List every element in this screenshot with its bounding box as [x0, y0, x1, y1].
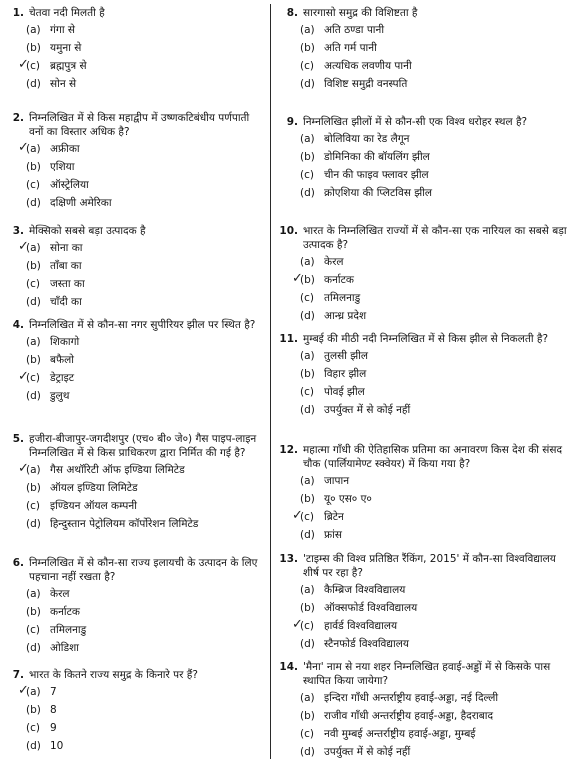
- option-label: (b): [300, 710, 315, 722]
- option-text: अति ठण्डा पानी: [324, 24, 385, 36]
- option-label: (c): [300, 169, 314, 181]
- question-text: सारगासो समुद्र की विशिष्टता है: [303, 7, 418, 19]
- answer-option[interactable]: [4, 389, 266, 404]
- question-number: 6.: [12, 557, 24, 569]
- answer-option[interactable]: [4, 371, 266, 386]
- question-number: 9.: [286, 116, 298, 128]
- question-header: [278, 443, 574, 471]
- answer-option[interactable]: [278, 691, 574, 706]
- option-label: (b): [26, 161, 41, 173]
- question: [4, 668, 266, 754]
- option-label: (c): [26, 722, 40, 734]
- question: [278, 6, 574, 92]
- answer-option[interactable]: [4, 481, 266, 496]
- question-text: भारत के कितने राज्य समुद्र के किनारे पर हैं?: [29, 669, 198, 681]
- question-number: 4.: [12, 319, 24, 331]
- answer-option[interactable]: [278, 150, 574, 165]
- question: [4, 111, 266, 211]
- option-label: (c): [300, 620, 314, 632]
- check-mark-icon: ✓: [292, 271, 303, 286]
- option-text: हार्वर्ड विश्वविद्यालय: [324, 620, 398, 632]
- question-header: [4, 432, 266, 460]
- check-mark-icon: ✓: [292, 508, 303, 523]
- question-text: 'मैना' नाम से नया शहर निम्नलिखित हवाई-अड्डों में से किसके पास स्थापित किया जायेगा?: [303, 661, 551, 687]
- option-label: (c): [300, 728, 314, 740]
- option-label: (a): [26, 24, 41, 36]
- question-header: [4, 111, 266, 139]
- answer-option[interactable]: [278, 637, 574, 652]
- question-number: 1.: [12, 7, 24, 19]
- answer-option[interactable]: [4, 259, 266, 274]
- option-text: ऑक्सफोर्ड विश्वविद्यालय: [324, 602, 418, 614]
- option-text: ब्रिटेन: [324, 511, 344, 523]
- option-label: (a): [300, 133, 315, 145]
- column-divider: [270, 4, 271, 759]
- question-number: 11.: [279, 333, 298, 345]
- answer-option[interactable]: [4, 241, 266, 256]
- option-text: केरल: [324, 256, 344, 268]
- question-header: [278, 224, 574, 252]
- answer-option[interactable]: [4, 178, 266, 193]
- option-text: शिकागो: [50, 336, 80, 348]
- option-text: फ्रांस: [324, 529, 342, 541]
- answer-option[interactable]: [278, 59, 574, 74]
- question-header: [4, 6, 266, 20]
- option-text: एशिया: [50, 161, 75, 173]
- option-label: (a): [26, 588, 41, 600]
- answer-option[interactable]: [278, 510, 574, 525]
- option-text: बोलिविया का रेड लैगून: [324, 133, 410, 145]
- option-label: (b): [300, 274, 315, 286]
- option-text: अत्यधिक लवणीय पानी: [324, 60, 412, 72]
- answer-option[interactable]: [278, 132, 574, 147]
- answer-option[interactable]: [278, 727, 574, 742]
- question: [4, 6, 266, 92]
- option-text: 8: [50, 704, 57, 716]
- option-label: (c): [300, 292, 314, 304]
- option-text: 10: [50, 740, 64, 752]
- answer-option[interactable]: [4, 59, 266, 74]
- answer-option[interactable]: [4, 196, 266, 211]
- check-mark-icon: ✓: [18, 140, 29, 155]
- option-text: तमिलनाडु: [324, 292, 361, 304]
- question-number: 7.: [12, 669, 24, 681]
- question: [278, 115, 574, 201]
- option-text: जस्ता का: [50, 278, 85, 290]
- option-text: नवी मुम्बई अन्तर्राष्ट्रीय हवाई-अड्डा, मुम्बई: [324, 728, 476, 740]
- option-label: (d): [26, 740, 41, 752]
- answer-option[interactable]: [4, 353, 266, 368]
- check-mark-icon: ✓: [292, 617, 303, 632]
- answer-option[interactable]: [278, 41, 574, 56]
- option-label: (b): [26, 704, 41, 716]
- option-label: (d): [300, 78, 315, 90]
- question: [278, 660, 574, 760]
- option-label: (d): [300, 404, 315, 416]
- check-mark-icon: ✓: [18, 57, 29, 72]
- question-text: मेक्सिको सबसे बड़ा उत्पादक है: [29, 225, 146, 237]
- option-text: अति गर्म पानी: [324, 42, 377, 54]
- option-text: ताँबा का: [50, 260, 82, 272]
- question: [278, 224, 574, 324]
- option-label: (c): [300, 386, 314, 398]
- option-text: उपर्युक्त में से कोई नहीं: [324, 404, 411, 416]
- answer-option[interactable]: [4, 463, 266, 478]
- option-label: (d): [300, 529, 315, 541]
- answer-option[interactable]: [278, 601, 574, 616]
- question-text: 'टाइम्स की विश्व प्रतिष्ठित रैंकिंग, 2015' में कौन-सा विश्वविद्यालय शीर्ष पर रहा है?: [303, 553, 556, 579]
- option-label: (a): [300, 24, 315, 36]
- option-label: (c): [300, 511, 314, 523]
- answer-option[interactable]: [4, 703, 266, 718]
- option-label: (d): [300, 746, 315, 758]
- option-label: (d): [26, 518, 41, 530]
- option-text: चीन की फाइव फ्लावर झील: [324, 169, 429, 181]
- answer-option[interactable]: [4, 721, 266, 736]
- option-label: (b): [300, 602, 315, 614]
- option-text: कर्नाटक: [324, 274, 354, 286]
- answer-option[interactable]: [278, 168, 574, 183]
- question-number: 8.: [286, 7, 298, 19]
- answer-option[interactable]: [278, 745, 574, 760]
- answer-option[interactable]: [4, 77, 266, 92]
- question-text: निम्नलिखित में से कौन-सा राज्य इलायची के उत्पादन के लिए पहचाना नहीं रखता है?: [29, 557, 258, 583]
- answer-option[interactable]: [278, 403, 574, 418]
- option-text: कैम्ब्रिज विश्वविद्यालय: [324, 584, 406, 596]
- option-text: यमुना से: [50, 42, 82, 54]
- answer-option[interactable]: [4, 295, 266, 310]
- question-number: 14.: [279, 661, 298, 673]
- question-text: महात्मा गाँधी की ऐतिहासिक प्रतिमा का अनावरण किस देश की संसद चौक (पार्लियामेण्ट स्क्वेयर) में किया गया है?: [303, 444, 563, 470]
- option-text: विहार झील: [324, 368, 367, 380]
- option-text: डुलुथ: [50, 390, 70, 402]
- option-label: (c): [26, 278, 40, 290]
- option-label: (d): [26, 197, 41, 209]
- question: [4, 318, 266, 404]
- option-label: (a): [300, 475, 315, 487]
- answer-option[interactable]: [4, 739, 266, 754]
- option-text: अफ्रीका: [50, 143, 80, 155]
- question-number: 12.: [279, 444, 298, 456]
- option-text: इण्डियन ऑयल कम्पनी: [50, 500, 137, 512]
- answer-option[interactable]: [4, 41, 266, 56]
- answer-option[interactable]: [4, 160, 266, 175]
- question-number: 2.: [12, 112, 24, 124]
- question: [4, 432, 266, 532]
- question-header: [4, 318, 266, 332]
- question-text: निम्नलिखित में से कौन-सा नगर सुपीरियर झील पर स्थित है?: [29, 319, 256, 331]
- question-number: 13.: [279, 553, 298, 565]
- answer-option[interactable]: [278, 619, 574, 634]
- question-text: निम्नलिखित झीलों में से कौन-सी एक विश्व धरोहर स्थल है?: [303, 116, 528, 128]
- answer-option[interactable]: [4, 587, 266, 602]
- question-number: 5.: [12, 433, 24, 445]
- option-text: कर्नाटक: [50, 606, 80, 618]
- option-label: (a): [300, 256, 315, 268]
- option-text: इन्दिरा गाँधी अन्तर्राष्ट्रीय हवाई-अड्डा, नई दिल्ली: [324, 692, 499, 704]
- option-text: क्रोएशिया की प्लिटविस झील: [324, 187, 433, 199]
- option-label: (b): [26, 482, 41, 494]
- option-label: (b): [26, 42, 41, 54]
- question-header: [4, 224, 266, 238]
- option-text: ऑस्ट्रेलिया: [50, 179, 89, 191]
- answer-option[interactable]: [4, 277, 266, 292]
- answer-option[interactable]: [4, 499, 266, 514]
- answer-option[interactable]: [278, 291, 574, 306]
- answer-option[interactable]: [278, 255, 574, 270]
- answer-option[interactable]: [4, 685, 266, 700]
- question-header: [278, 115, 574, 129]
- option-text: जापान: [324, 475, 350, 487]
- option-label: (d): [26, 390, 41, 402]
- option-text: तमिलनाडु: [50, 624, 87, 636]
- option-label: (b): [300, 493, 315, 505]
- option-text: केरल: [50, 588, 70, 600]
- option-text: बफैलो: [50, 354, 74, 366]
- question: [278, 332, 574, 418]
- option-text: डेट्राइट: [50, 372, 75, 384]
- option-label: (c): [300, 60, 314, 72]
- option-text: राजीव गाँधी अन्तर्राष्ट्रीय हवाई-अड्डा, हैदराबाद: [324, 710, 494, 722]
- option-text: विशिष्ट समुद्री वनस्पति: [324, 78, 408, 90]
- question-number: 10.: [279, 225, 298, 237]
- option-label: (a): [300, 692, 315, 704]
- option-label: (a): [300, 350, 315, 362]
- option-label: (b): [300, 368, 315, 380]
- answer-option[interactable]: [278, 186, 574, 201]
- answer-option[interactable]: [278, 23, 574, 38]
- option-text: तुलसी झील: [324, 350, 369, 362]
- answer-option[interactable]: [278, 709, 574, 724]
- option-label: (c): [26, 624, 40, 636]
- answer-option[interactable]: [4, 623, 266, 638]
- question-header: [278, 6, 574, 20]
- option-label: (d): [300, 187, 315, 199]
- option-text: गंगा से: [50, 24, 75, 36]
- option-label: (b): [26, 260, 41, 272]
- answer-option[interactable]: [4, 641, 266, 656]
- question-number: 3.: [12, 225, 24, 237]
- question-text: चेतवा नदी मिलती है: [29, 7, 105, 19]
- check-mark-icon: ✓: [18, 683, 29, 698]
- option-label: (a): [26, 336, 41, 348]
- answer-option[interactable]: [278, 385, 574, 400]
- question-text: निम्नलिखित में से किस महाद्वीप में उष्णकटिबंधीय पर्णपाती वनों का विस्तार अधिक है?: [29, 112, 250, 138]
- answer-option[interactable]: [4, 142, 266, 157]
- question: [278, 443, 574, 543]
- option-label: (a): [26, 242, 41, 254]
- option-label: (a): [26, 143, 41, 155]
- question: [4, 556, 266, 656]
- question-text: मुम्बई की मीठी नदी निम्नलिखित में से किस झील से निकलती है?: [303, 333, 549, 345]
- answer-option[interactable]: [278, 367, 574, 382]
- option-label: (d): [26, 642, 41, 654]
- answer-option[interactable]: [278, 349, 574, 364]
- option-text: स्टैनफोर्ड विश्वविद्यालय: [324, 638, 409, 650]
- question-header: [4, 668, 266, 682]
- question-header: [4, 556, 266, 584]
- option-label: (d): [26, 296, 41, 308]
- option-label: (c): [26, 372, 40, 384]
- option-text: पोवई झील: [324, 386, 365, 398]
- question-header: [278, 332, 574, 346]
- question-header: [278, 552, 574, 580]
- option-label: (d): [300, 638, 315, 650]
- answer-option[interactable]: [4, 517, 266, 532]
- option-label: (c): [26, 179, 40, 191]
- question-text: भारत के निम्नलिखित राज्यों में से कौन-सा एक नारियल का सबसे बड़ा उत्पादक है?: [303, 225, 567, 251]
- answer-option[interactable]: [278, 583, 574, 598]
- option-text: 7: [50, 686, 57, 698]
- option-text: ब्रह्मपुत्र से: [50, 60, 87, 72]
- option-text: डोमिनिका की बॉयलिंग झील: [324, 151, 430, 163]
- answer-option[interactable]: [278, 273, 574, 288]
- option-text: उपर्युक्त में से कोई नहीं: [324, 746, 411, 758]
- answer-option[interactable]: [278, 528, 574, 543]
- question-text: हजीरा-बीजापुर-जगदीशपुर (एच० बी० जे०) गैस पाइप-लाइन निम्नलिखित में से किस प्राधिकरण द्वारा निर्मित की गई है?: [29, 433, 257, 459]
- check-mark-icon: ✓: [18, 461, 29, 476]
- question-header: [278, 660, 574, 688]
- option-label: (c): [26, 500, 40, 512]
- answer-option[interactable]: [278, 77, 574, 92]
- check-mark-icon: ✓: [18, 369, 29, 384]
- option-label: (a): [300, 584, 315, 596]
- option-text: ओडिशा: [50, 642, 79, 654]
- option-label: (b): [26, 354, 41, 366]
- option-label: (d): [300, 310, 315, 322]
- answer-option[interactable]: [278, 492, 574, 507]
- answer-option[interactable]: [4, 23, 266, 38]
- option-label: (c): [26, 60, 40, 72]
- answer-option[interactable]: [278, 309, 574, 324]
- option-text: आन्ध्र प्रदेश: [324, 310, 367, 322]
- option-text: दक्षिणी अमेरिका: [50, 197, 112, 209]
- option-text: ऑयल इण्डिया लिमिटेड: [50, 482, 138, 494]
- option-label: (b): [300, 151, 315, 163]
- check-mark-icon: ✓: [18, 239, 29, 254]
- answer-option[interactable]: [4, 605, 266, 620]
- option-text: सोना का: [50, 242, 83, 254]
- option-text: यू० एस० ए०: [324, 493, 372, 505]
- option-text: सोन से: [50, 78, 77, 90]
- option-text: 9: [50, 722, 57, 734]
- question: [4, 224, 266, 310]
- option-label: (a): [26, 686, 41, 698]
- answer-option[interactable]: [278, 474, 574, 489]
- option-text: चाँदी का: [50, 296, 82, 308]
- option-label: (d): [26, 78, 41, 90]
- answer-option[interactable]: [4, 335, 266, 350]
- question: [278, 552, 574, 652]
- option-text: हिन्दुस्तान पेट्रोलियम कॉर्पोरेशन लिमिटेड: [50, 518, 199, 530]
- option-text: गैस अथॉरिटी ऑफ इण्डिया लिमिटेड: [50, 464, 185, 476]
- option-label: (a): [26, 464, 41, 476]
- option-label: (b): [300, 42, 315, 54]
- option-label: (b): [26, 606, 41, 618]
